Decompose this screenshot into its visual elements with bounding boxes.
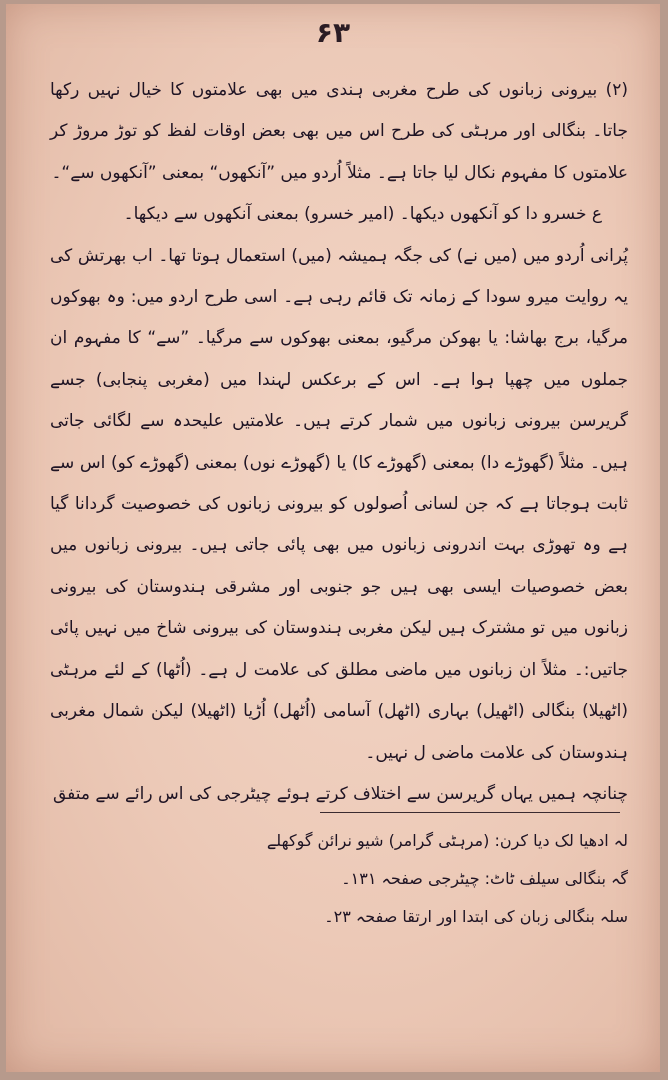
page-number: ۶۳ [315, 16, 351, 49]
paragraph-1: (۲) بیرونی زبانوں کی طرح مغربی ہندی میں بھی علامتوں کا خیال نہیں رکھا جاتا۔ بنگالی اور مرہٹی کی طرح اس میں بھی بعض اوقات لفظ کو توڑ مروڑ کر علامتوں کا مفہوم نکال لیا جاتا ہے۔ مثلاً اُردو میں ”آنکھوں“ بمعنی ”آنکھوں سے“۔ [50, 80, 628, 183]
body-text [50, 70, 628, 815]
footnote-1: لہ ادھیا لک دیا کرن: (مرہٹی گرامر) شیو نرائن گوکھلے [266, 831, 628, 850]
paragraph-3: چنانچہ ہمیں یہاں گریرسن سے اختلاف کرتے ہوئے چیٹرجی کی اس رائے سے متفق [52, 783, 628, 804]
footnote-2: گہ بنگالی سیلف ٹاٹ: چیٹرجی صفحہ ۱۳۱۔ [341, 869, 628, 888]
verse-line: ع خسرو دا کو آنکھوں دیکھا۔ (امیر خسرو) بمعنی آنکھوں سے دیکھا۔ [123, 204, 602, 225]
paragraph-2: پُرانی اُردو میں (میں نے) کی جگہ ہمیشہ (میں) استعمال ہوتا تھا۔ اب بھرتش کی یہ روایت میرو سودا کے زمانہ تک قائم رہی ہے۔ اسی طرح اردو میں: وہ بھوکوں مرگیا، برج بھاشا: یا بھوکن مرگیو، بمعنی بھوکوں سے مرگیا۔ ”سے“ کا مفہوم ان جملوں میں چھپا ہوا ہے۔ اس کے برعکس لہندا میں (مغربی پنجابی) جسے گریرسن بیرونی زبانوں میں شمار کرتے ہیں۔ علامتیں علیحدہ سے لگائی جاتی ہیں۔ مثلاً (گھوڑے دا) بمعنی (گھوڑے کا) یا (گھوڑے نوں) بمعنی (گھوڑے کو) اس سے ثابت ہوجاتا ہے کہ جن لسانی اُصولوں کو بیرونی زبانوں کی خصوصیت گردانا گیا ہے وہ تھوڑی بہت اندرونی زبانوں میں بھی پائی جاتی ہیں۔ بیرونی زبانوں میں بعض خصوصیات ایسی بھی ہیں جو جنوبی اور مشرقی ہندوستان کی بیرونی زبانوں میں تو مشترک ہیں لیکن مغربی ہندوستان کی بیرونی شاخ میں نہیں پائی جاتیں:۔ مثلاً ان زبانوں میں ماضی مطلق کی علامت ل ہے۔ (اُٹھا) کے لئے مرہٹی (اٹھیلا) بنگالی (اٹھیل) بہاری (اٹھل) آسامی (اُٹھل) اُڑیا (اٹھیلا) لیکن شمال مغربی ہندوستان کی علامت ماضی ل نہیں۔ [50, 245, 628, 763]
book-page [6, 4, 660, 1072]
footnote-3: سلہ بنگالی زبان کی ابتدا اور ارتقا صفحہ ۲۳۔ [324, 907, 628, 926]
footnote-divider [320, 812, 620, 813]
footnotes [126, 822, 628, 936]
